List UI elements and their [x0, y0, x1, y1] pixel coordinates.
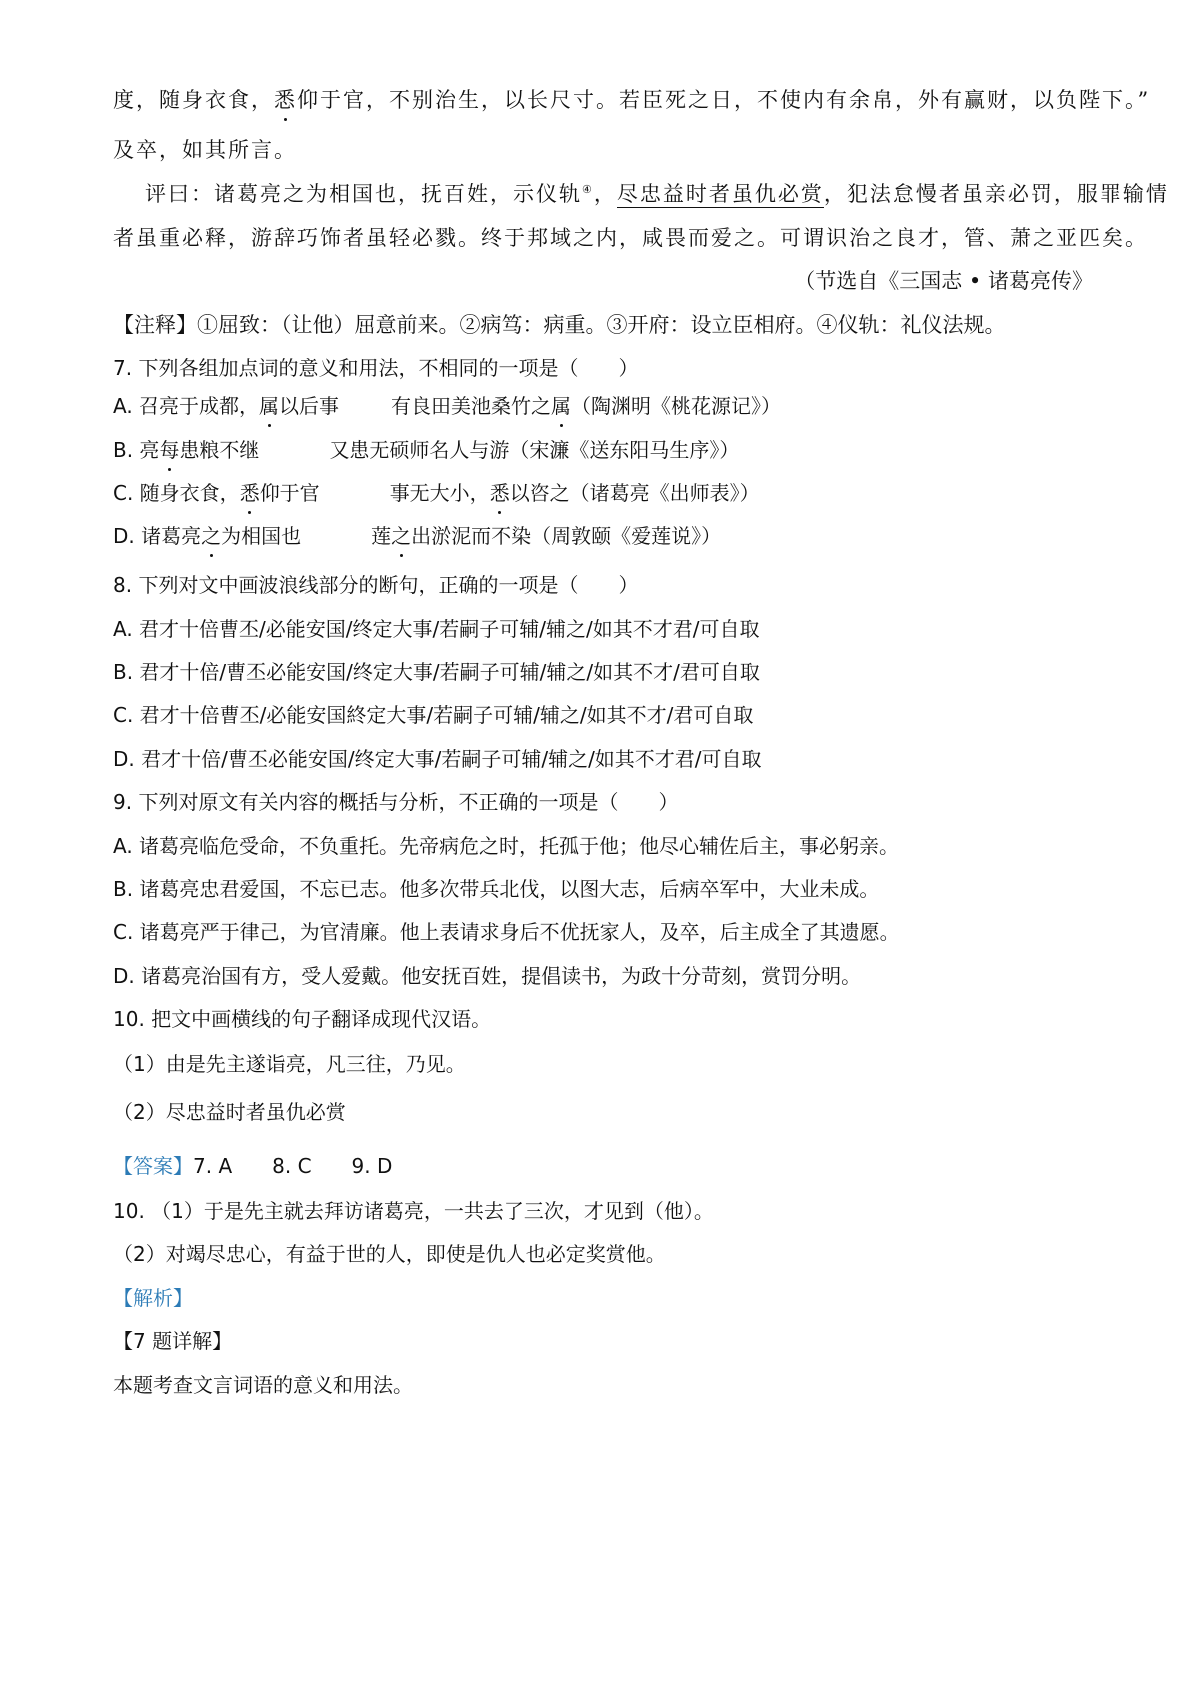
answer-10-1: 10. （1）于是先主就去拜访诸葛亮，一共去了三次，才见到（他）。	[113, 1199, 714, 1223]
text: 评曰：诸葛亮之为相国也，抚百姓，示仪轨	[145, 182, 582, 206]
text: 以咨之（诸葛亮《出师表》）	[509, 481, 760, 505]
q7-stem: 7. 下列各组加点词的意义和用法，不相同的一项是（ ）	[113, 356, 639, 380]
text: 患粮不继	[179, 438, 260, 462]
notes: 【注释】①屈致：（让他）屈意前来。②病笃：病重。③开府：设立臣相府。④仪轨：礼仪法规。	[113, 313, 1006, 337]
text: 事无大小，	[389, 481, 490, 505]
dotted-char: 属	[551, 394, 572, 418]
text: A. 召亮于成都，	[113, 394, 260, 418]
underlined-sentence: 尽忠益时者虽仇必赏	[616, 182, 824, 206]
analysis-text: 本题考查文言词语的意义和用法。	[113, 1373, 413, 1397]
answer-10-2: （2）对竭尽忠心，有益于世的人，即使是仇人也必定奖赏他。	[113, 1242, 666, 1266]
text: 出淤泥而不染（周敦颐《爱莲说》）	[411, 524, 722, 548]
q9-option-d: D. 诸葛亮治国有方，受人爱戴。他安抚百姓，提倡读书，为政十分苛刻，赏罚分明。	[113, 964, 862, 988]
dotted-char: 悉	[489, 481, 510, 505]
text: 以后事	[279, 394, 340, 418]
q9-stem: 9. 下列对原文有关内容的概括与分析，不正确的一项是（ ）	[113, 790, 679, 814]
text: B. 亮	[113, 438, 160, 462]
q8-option-b: B. 君才十倍/曹丕必能安国/终定大事/若嗣子可辅/辅之/如其不才/君可自取	[113, 660, 760, 684]
dotted-char: 之	[391, 524, 412, 548]
text: 仰于官，不别治生，以长尺寸。若臣死之日，不使内有余帛，外有赢财，以负陛下。”	[297, 88, 1151, 112]
text: 有良田美池桑竹之	[391, 394, 552, 418]
q7-option-b	[113, 436, 739, 464]
text: C. 随身衣食，	[113, 481, 240, 505]
dotted-char: 悉	[239, 481, 260, 505]
q10-sentence-2: （2）尽忠益时者虽仇必赏	[113, 1100, 346, 1124]
answer-label: 【答案】	[113, 1154, 193, 1178]
text: （陶渊明《桃花源记》）	[571, 394, 782, 418]
text: 仰于官	[259, 481, 320, 505]
dotted-char: 每	[159, 438, 180, 462]
analysis-subheading: 【7 题详解】	[113, 1329, 233, 1353]
q9-option-c: C. 诸葛亮严于律己，为官清廉。他上表请求身后不优抚家人，及卒，后主成全了其遗愿。	[113, 920, 900, 944]
text: ，犯法怠慢者虽亲必罚，服罪输情	[823, 182, 1169, 206]
q8-option-c: C. 君才十倍曹丕/必能安国終定大事/若嗣子可辅/辅之/如其不才/君可自取	[113, 703, 754, 727]
dotted-char: 之	[201, 524, 222, 548]
passage-line-4: 者虽重必释，游辞巧饰者虽轻必戮。终于邦域之内，咸畏而爱之。可谓识治之良才，管、萧之亚匹矣。	[113, 226, 1148, 250]
passage-source: （节选自《三国志 • 诸葛亮传》	[794, 269, 1093, 293]
text: 度，随身衣食，	[113, 88, 274, 112]
answer-7: 7. A	[193, 1154, 233, 1178]
q9-option-a: A. 诸葛亮临危受命，不负重托。先帝病危之时，托孤于他；他尽心辅佐后主，事必躬亲。	[113, 834, 900, 858]
text: 又患无硕师名人与游（宋濂《送东阳马生序》）	[329, 438, 740, 462]
answer-8: 8. C	[272, 1154, 312, 1178]
passage-line-2: 及卒，如其所言。	[113, 138, 297, 162]
footnote-mark: ④	[582, 183, 594, 196]
q8-option-a: A. 君才十倍曹丕/必能安国/终定大事/若嗣子可辅/辅之/如其不才君/可自取	[113, 617, 760, 641]
text: 为相国也	[221, 524, 302, 548]
text: 莲	[371, 524, 392, 548]
q9-option-b: B. 诸葛亮忠君爱国，不忘已志。他多次带兵北伐，以图大志，后病卒军中，大业未成。	[113, 877, 880, 901]
q7-option-d	[113, 522, 721, 550]
text: D. 诸葛亮	[113, 524, 202, 548]
analysis-label: 【解析】	[113, 1286, 193, 1310]
q8-stem: 8. 下列对文中画波浪线部分的断句，正确的一项是（ ）	[113, 573, 639, 597]
dotted-char: 属	[259, 394, 280, 418]
answer-9: 9. D	[351, 1154, 393, 1178]
q8-option-d: D. 君才十倍/曹丕必能安国/终定大事/若嗣子可辅/辅之/如其不才君/可自取	[113, 747, 762, 771]
dotted-char: 悉	[274, 88, 297, 112]
q7-option-c	[113, 479, 760, 507]
passage-line-3	[145, 180, 1169, 208]
passage-line-1	[113, 86, 1150, 114]
text: ，	[593, 182, 617, 206]
q10-stem: 10. 把文中画横线的句子翻译成现代汉语。	[113, 1007, 492, 1031]
q10-sentence-1: （1）由是先主遂诣亮，凡三往，乃见。	[113, 1052, 466, 1076]
q7-option-a	[113, 392, 781, 420]
answer-row	[113, 1152, 392, 1180]
